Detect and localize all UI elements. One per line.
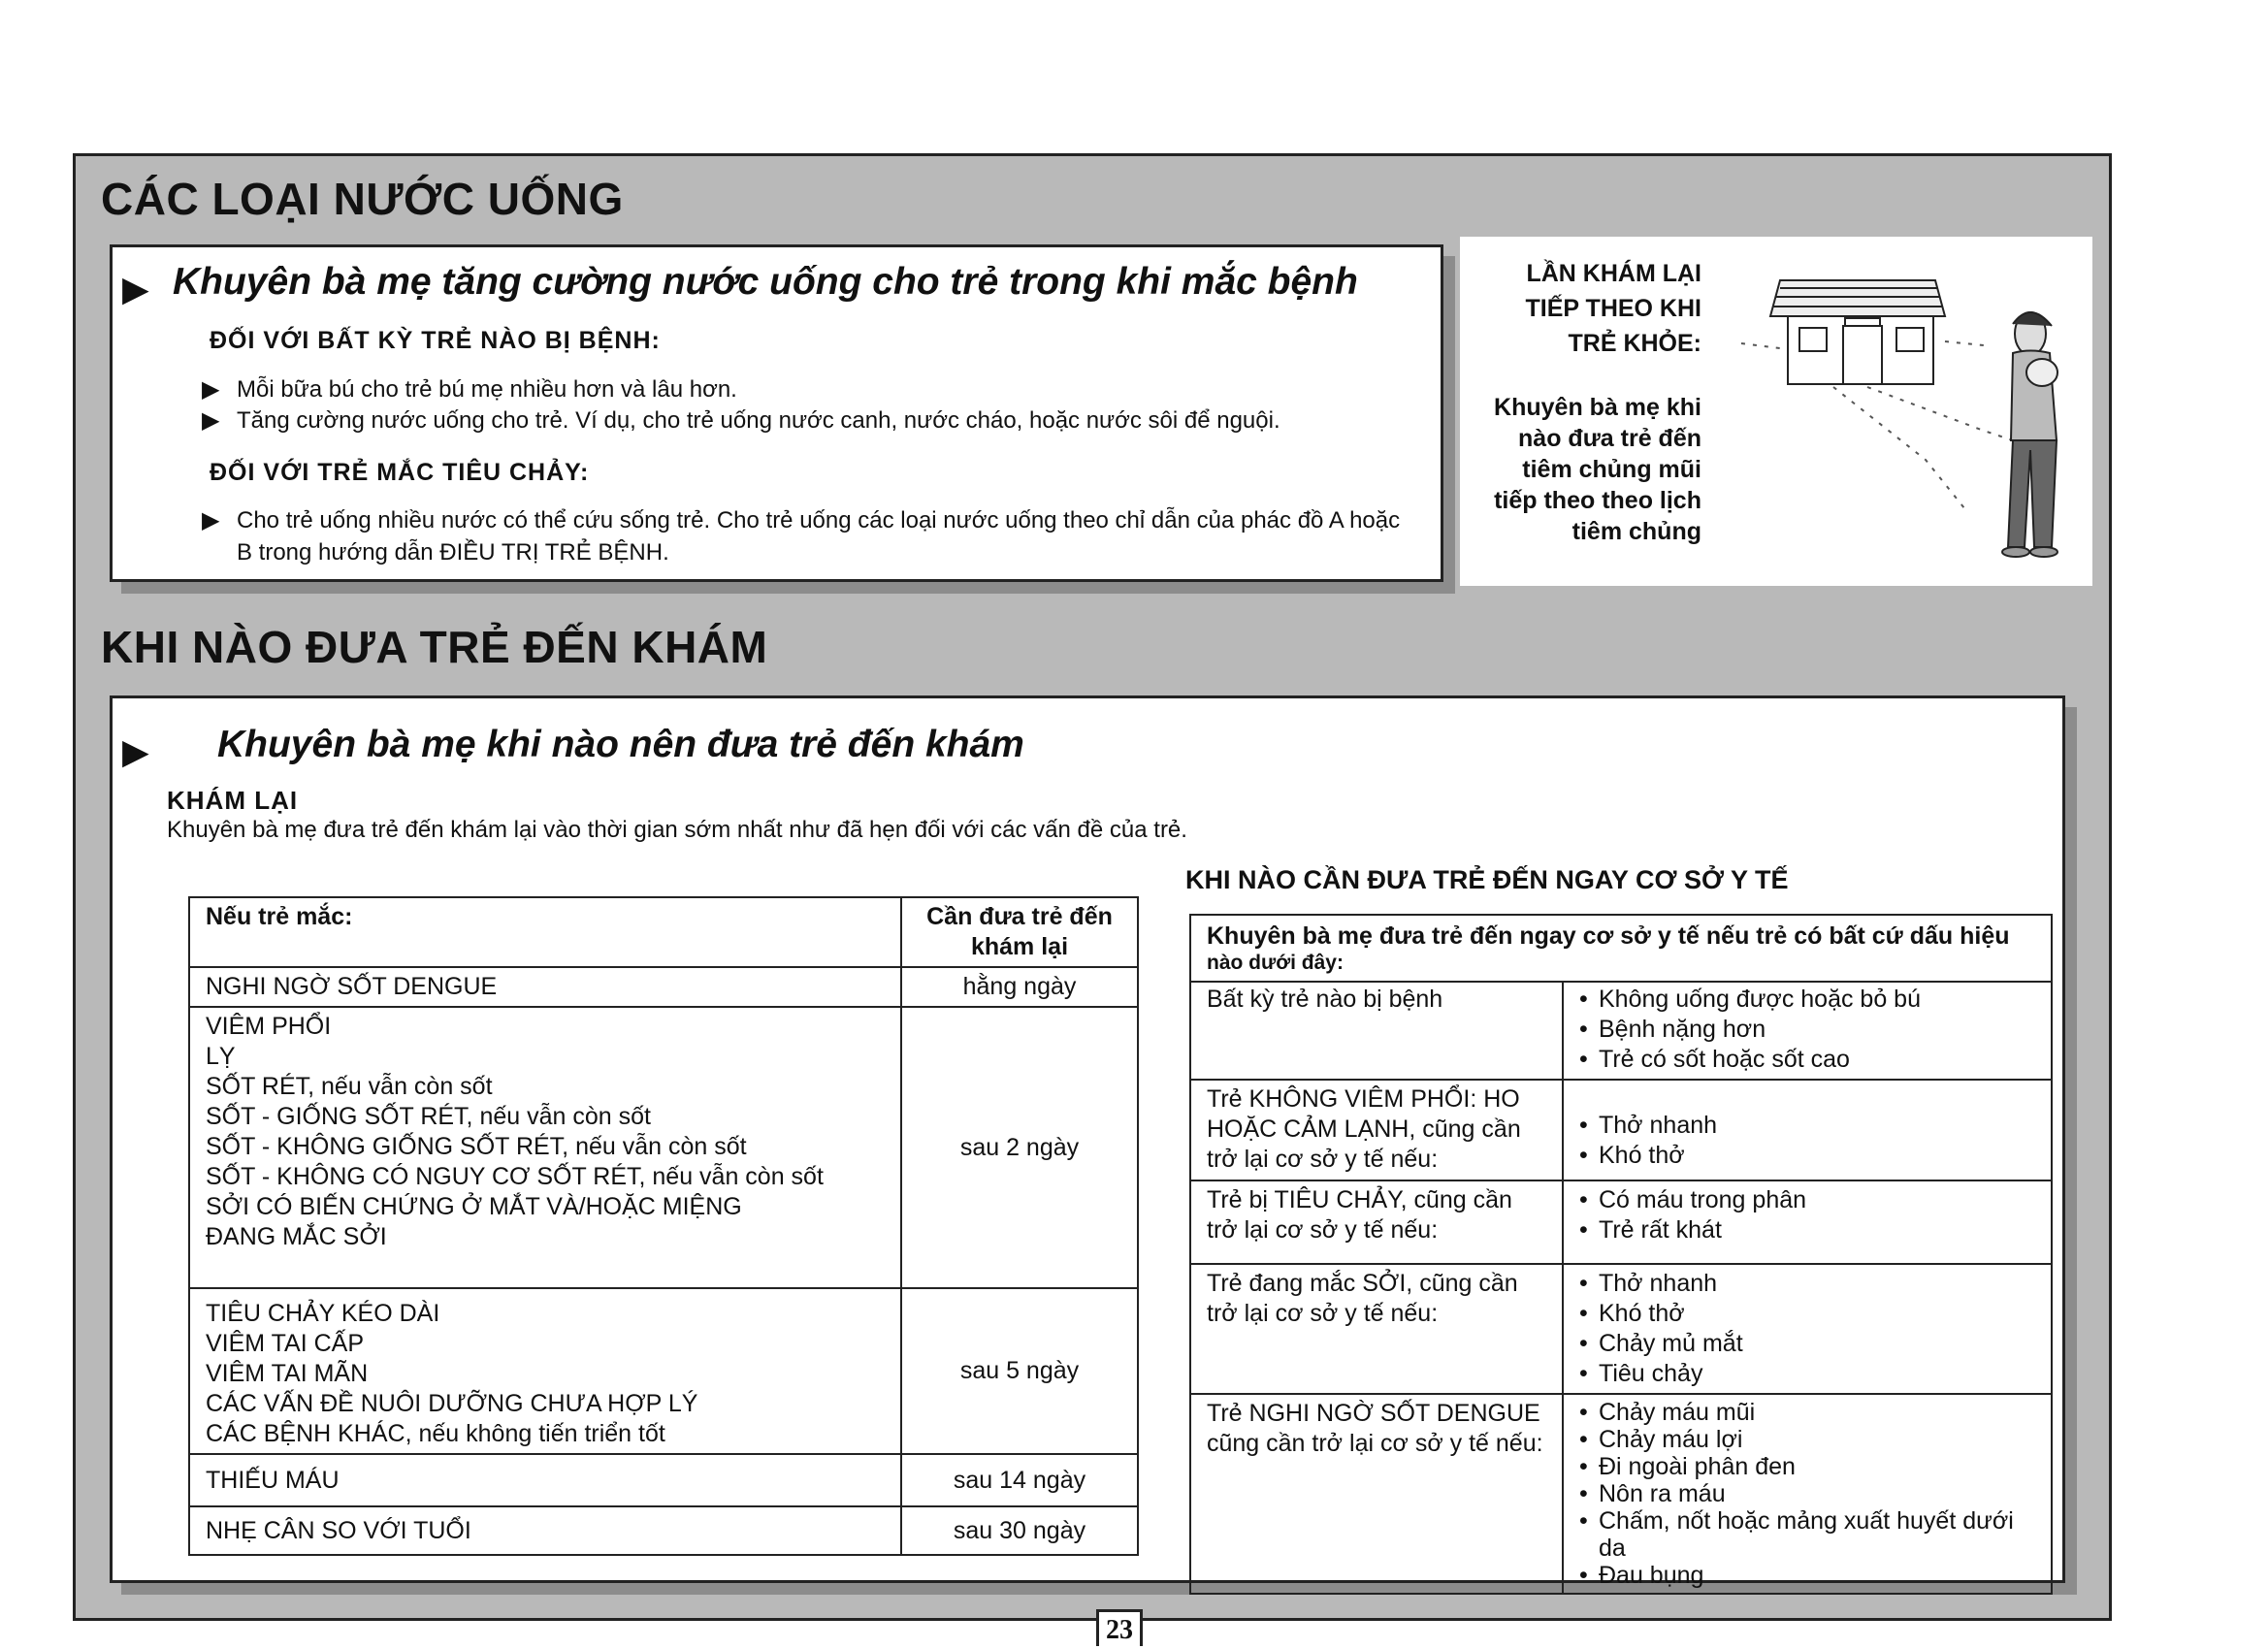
table-row: Trẻ đang mắc SỞI, cũng cần trở lại cơ sở y tế nếu: • Thở nhanh • Khó thở • Chảy mủ mắt • Tiêu chảy — [1190, 1264, 2052, 1394]
table-row: NGHI NGỜ SỐT DENGUE hằng ngày — [189, 967, 1138, 1007]
arrow-icon: ▶ — [122, 269, 149, 308]
diarrhoea-label: ĐỐI VỚI TRẺ MẮC TIÊU CHẢY: — [210, 459, 590, 486]
well-child-box — [1460, 237, 2092, 586]
well-child-advice: Khuyên bà mẹ khi nào đưa trẻ đến tiêm chủng mũi tiếp theo theo lịch tiêm chủng — [1494, 394, 1701, 545]
table-row: THIẾU MÁU sau 14 ngày — [189, 1454, 1138, 1506]
clinic-and-mother-illustration — [1722, 256, 2081, 576]
table-row: Trẻ NGHI NGỜ SỐT DENGUE cũng cần trở lại cơ sở y tế nếu: • Chảy máu mũi • Chảy máu lợi • Đi ngoài phân đen • Nôn ra máu • Chấm, nốt hoặc mảng xuất huyết dưới da • Đau bụng — [1190, 1394, 2052, 1594]
table-row: TIÊU CHẢY KÉO DÀI VIÊM TAI CẤP VIÊM TAI MÃN CÁC VẤN ĐỀ NUÔI DƯỠNG CHƯA HỢP LÝ CÁC BỆNH KHÁC, nếu không tiến triển tốt sau 5 ngày — [189, 1288, 1138, 1454]
list-item: ▶ Cho trẻ uống nhiều nước có thể cứu sống trẻ. Cho trẻ uống các loại nước uống theo chỉ dẫn của phác đồ A hoặc B trong hướng dẫn ĐIỀU TRỊ TRẺ BỆNH. — [202, 504, 1414, 568]
urgent-title: KHI NÀO CẦN ĐƯA TRẺ ĐẾN NGAY CƠ SỞ Y TẾ — [1185, 865, 1789, 894]
when-return-title: KHI NÀO ĐƯA TRẺ ĐẾN KHÁM — [101, 622, 768, 672]
table-row: VIÊM PHỔI LỴ SỐT RÉT, nếu vẫn còn sốt SỐT - GIỐNG SỐT RÉT, nếu vẫn còn sốt SỐT - KHÔNG GIỐNG SỐT RÉT, nếu vẫn còn sốt SỐT - KHÔNG CÓ NGUY CƠ SỐT RÉT, nếu vẫn còn sốt SỞI CÓ BIẾN CHỨNG Ở MẮT VÀ/HOẶC MIỆNG ĐANG MẮC SỞI sau 2 ngày — [189, 1007, 1138, 1288]
table-row: Trẻ KHÔNG VIÊM PHỔI: HO HOẶC CẢM LẠNH, cũng cần trở lại cơ sở y tế nếu: • Thở nhanh • Khó thở — [1190, 1080, 2052, 1180]
urgent-header: Khuyên bà mẹ đưa trẻ đến ngay cơ sở y tế nếu trẻ có bất cứ dấu hiệu nào dưới đây: — [1190, 915, 2052, 982]
any-sick-label: ĐỐI VỚI BẤT KỲ TRẺ NÀO BỊ BỆNH: — [210, 327, 661, 354]
table-row: NHẸ CÂN SO VỚI TUỔI sau 30 ngày — [189, 1506, 1138, 1555]
arrow-icon: ▶ — [122, 731, 149, 771]
arrow-icon: ▶ — [202, 507, 220, 534]
table-header: Nếu trẻ mắc: — [189, 897, 901, 967]
arrow-icon: ▶ — [202, 376, 220, 403]
drinks-heading: Khuyên bà mẹ tăng cường nước uống cho trẻ trong khi mắc bệnh — [173, 261, 1358, 303]
table-row: Trẻ bị TIÊU CHẢY, cũng cần trở lại cơ sở y tế nếu: • Có máu trong phân • Trẻ rất khát — [1190, 1180, 2052, 1264]
table-header: Cần đưa trẻ đến khám lại — [901, 897, 1138, 967]
followup-text: Khuyên bà mẹ đưa trẻ đến khám lại vào thời gian sớm nhất như đã hẹn đối với các vấn đề của trẻ. — [167, 817, 1187, 843]
drinks-title: CÁC LOẠI NƯỚC UỐNG — [101, 174, 624, 224]
well-child-title: LẦN KHÁM LẠI TIẾP THEO KHI TRẺ KHỎE: — [1525, 260, 1701, 357]
page-number: 23 — [1096, 1609, 1143, 1646]
followup-table — [188, 896, 1139, 1556]
list-item: ▶ Mỗi bữa bú cho trẻ bú mẹ nhiều hơn và lâu hơn. — [202, 373, 1424, 405]
urgent-table — [1189, 914, 2053, 1595]
when-return-heading: Khuyên bà mẹ khi nào nên đưa trẻ đến khám — [217, 724, 1024, 765]
list-item: ▶ Tăng cường nước uống cho trẻ. Ví dụ, cho trẻ uống nước canh, nước cháo, hoặc nước sôi để nguội. — [202, 404, 1424, 436]
followup-label: KHÁM LẠI — [167, 786, 299, 815]
table-row: Bất kỳ trẻ nào bị bệnh • Không uống được hoặc bỏ bú • Bệnh nặng hơn • Trẻ có sốt hoặc sốt cao — [1190, 982, 2052, 1080]
arrow-icon: ▶ — [202, 407, 220, 434]
drinks-panel — [110, 244, 1443, 582]
